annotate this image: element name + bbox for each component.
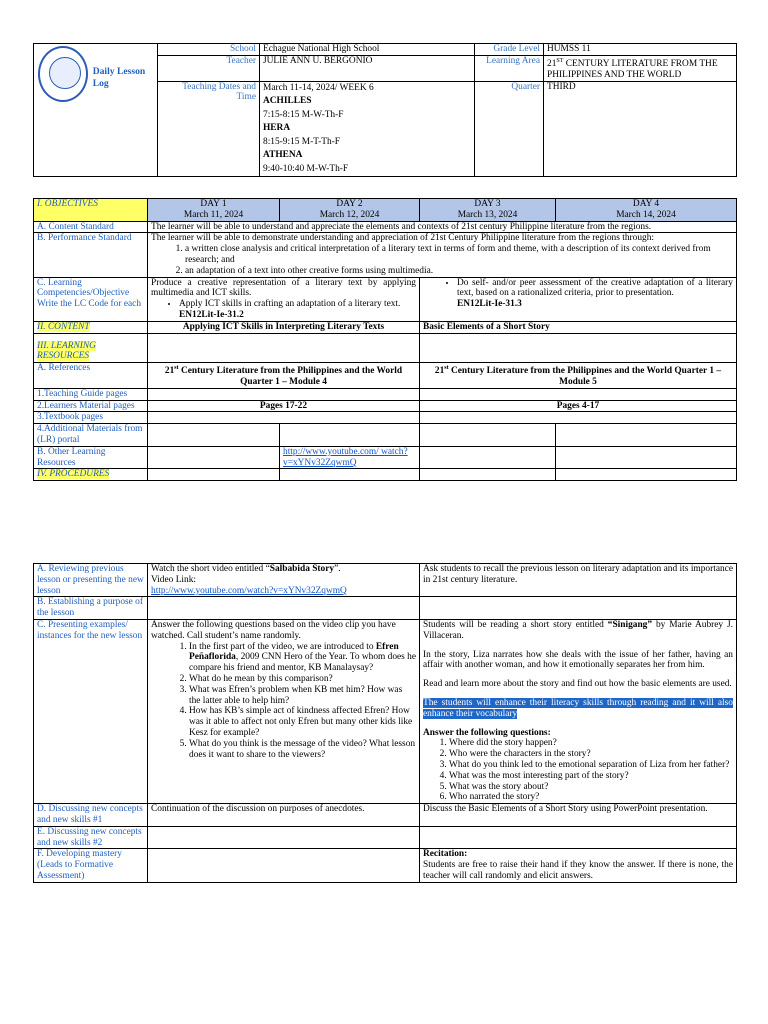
header-table — [33, 43, 737, 177]
section-time: 8:15-9:15 M-T-Th-F — [263, 136, 340, 147]
question-item: 6. Who narrated the story? — [449, 792, 733, 803]
learning-resources-heading: III. LEARNING RESOURCES — [34, 333, 148, 363]
developing-mastery-label: F. Developing mastery (Leads to Formative Assessment) — [34, 849, 148, 882]
section-name: ACHILLES — [263, 96, 312, 107]
teaching-guide-label: 1.Teaching Guide pages — [34, 388, 148, 400]
learners-material-right: Pages 4-17 — [420, 400, 737, 412]
section-name: HERA — [263, 123, 291, 134]
question-item: 1. Where did the story happen? — [449, 738, 733, 749]
learners-material-left: Pages 17-22 — [148, 400, 420, 412]
competency-left: Produce a creative representation of a literary text by applying multimedia and ICT skills. • Apply ICT skills in crafting an adaptation of a literary text. EN12Lit-Ie-31.2 — [148, 277, 420, 321]
lc-code: EN12Lit-Ie-31.2 — [179, 309, 244, 320]
learning-competencies-label: C. Learning Competencies/Objective Write the LC Code for each — [34, 277, 148, 321]
teacher-label: Teacher — [158, 55, 260, 81]
teaching-dates-value: March 11-14, 2024/ WEEK 6 ACHILLES 7:15-8:15 M-W-Th-F HERA 8:15-9:15 M-T-Th-F ATHENA 9:40-10:40 M-W-Th-F — [260, 81, 475, 177]
quarter-label: Quarter — [475, 81, 544, 177]
question-item: 2. Who were the characters in the story? — [449, 749, 733, 760]
procedures-heading: IV. PROCEDURES — [34, 469, 148, 481]
procedures-table — [33, 563, 737, 883]
question-item: 1. In the first part of the video, we are introduced to Efren Peñaflorida, 2009 CNN Hero of the Year. To whom does he compare his friend and mentor, KB Manalaysay? — [189, 642, 416, 674]
dll-title: Daily Lesson Log — [92, 66, 146, 89]
question-item: 5. What do you think is the message of the video? What lesson does it want to share to the viewers? — [189, 739, 416, 761]
presenting-examples-label: C. Presenting examples/ instances for the new lesson — [34, 619, 148, 803]
section-time: 7:15-8:15 M-W-Th-F — [263, 109, 344, 120]
developing-mastery-right: Recitation: Students are free to raise their hand if they know the answer. If there is none, the teacher will call randomly and elicit answers. — [420, 849, 737, 882]
reference-left: 21st Century Literature from the Philippines and the World Quarter 1 – Module 4 — [148, 363, 420, 389]
additional-materials-label: 4.Additional Materials from (LR) portal — [34, 424, 148, 447]
question-item: 2. What do he mean by this comparison? — [189, 674, 416, 685]
day-header: DAY 1 March 11, 2024 — [148, 199, 280, 222]
content-right: Basic Elements of a Short Story — [420, 321, 737, 333]
learners-material-label: 2.Learners Material pages — [34, 400, 148, 412]
section-name: ATHENA — [263, 150, 303, 161]
question-item: 3. What was Efren’s problem when KB met him? How was the latter able to help him? — [189, 685, 416, 707]
school-label: School — [158, 44, 260, 56]
competency-right: • Do self- and/or peer assessment of the creative adaptation of a literary text, based on a rationalized criteria, prior to presentation. EN12Lit-Ie-31.3 — [420, 277, 737, 321]
quarter-value: THIRD — [544, 81, 737, 177]
presenting-right: Students will be reading a short story entitled “Sinigang” by Marie Aubrey J. Villaceran. In the story, Liza narrates how she deals with the issue of her father, having an affair with another woman, and how it emotionally separates her from him. Read and learn more about the story and find out how the basic elements are used. The students will enhance their literacy skills through reading and it will also enhance their vocabulary Answer the following questions: 1. Where did the story happen? 2. Who were the characters in the story? 3. What do you think led to the emotional separation of Liza from her father? 4. What was the most interesting part of the story? 5. What was the story about? 6. Who narrated the story? — [420, 619, 737, 803]
purpose-label: B. Establishing a purpose of the lesson — [34, 597, 148, 620]
reviewing-label: A. Reviewing previous lesson or presenting the new lesson — [34, 564, 148, 597]
grade-level-value: HUMSS 11 — [544, 44, 737, 56]
discussing-1-label: D. Discussing new concepts and new skills #1 — [34, 804, 148, 827]
performance-item: 1. a written close analysis and critical interpretation of a literary text in terms of form and theme, with a description of its context derived from research; and — [185, 244, 733, 266]
performance-standard-label: B. Performance Standard — [34, 233, 148, 277]
textbook-label: 3.Textbook pages — [34, 412, 148, 424]
content-standard-label: A. Content Standard — [34, 221, 148, 233]
day-header: DAY 2 March 12, 2024 — [280, 199, 420, 222]
question-item: 4. What was the most interesting part of the story? — [449, 771, 733, 782]
deped-seal-logo — [38, 46, 88, 102]
performance-standard-text: The learner will be able to demonstrate understanding and appreciation of 21st Century Philippine literature from the regions through: 1. a written close analysis and critical interpretation of a literary text in terms of form and theme, with a description of its context derived from research; and 2. an adaptation of a text into other creative forms using multimedia. — [148, 233, 737, 277]
video-link[interactable]: http://www.youtube.com/watch?v=xYNv32ZqwmQ — [151, 585, 347, 596]
other-resources-label: B. Other Learning Resources — [34, 446, 148, 469]
references-label: A. References — [34, 363, 148, 389]
learning-area-value: 21ST CENTURY LITERATURE FROM THE PHILIPPINES AND THE WORLD — [544, 55, 737, 81]
youtube-link[interactable]: http://www.youtube.com/ watch?v=xYNv32ZqwmQ — [280, 446, 420, 469]
content-heading-cell: II. CONTENT — [34, 321, 148, 333]
content-standard-text: The learner will be able to understand and appreciate the elements and contexts of 21st century Philippine literature from the regions. — [148, 221, 737, 233]
teacher-value: JULIE ANN U. BERGONIO — [260, 55, 475, 81]
question-item: 4. How has KB’s simple act of kindness affected Efren? How was it able to affect not only Efren but many other kids like Kesz for example? — [189, 706, 416, 738]
lesson-plan-table — [33, 198, 737, 481]
reference-right: 21st Century Literature from the Philippines and the World Quarter 1 – Module 5 — [420, 363, 737, 389]
day-header: DAY 3 March 13, 2024 — [420, 199, 556, 222]
reviewing-left: Watch the short video entitled “Salbabida Story”. Video Link: http://www.youtube.com/watch?v=xYNv32ZqwmQ — [148, 564, 420, 597]
lc-code: EN12Lit-Ie-31.3 — [457, 299, 522, 310]
content-left: Applying ICT Skills in Interpreting Literary Texts — [148, 321, 420, 333]
discussing-2-label: E. Discussing new concepts and new skills #2 — [34, 826, 148, 849]
question-item: 3. What do you think led to the emotional separation of Liza from her father? — [449, 760, 733, 771]
performance-item: 2. an adaptation of a text into other creative forms using multimedia. — [185, 266, 733, 277]
reviewing-right: Ask students to recall the previous lesson on literary adaptation and its importance in 21st century literature. — [420, 564, 737, 597]
learning-area-label: Learning Area — [475, 55, 544, 81]
highlighted-text: The students will enhance their literacy skills through reading and it will also enhance their vocabulary — [423, 697, 733, 719]
grade-level-label: Grade Level — [475, 44, 544, 56]
discussing-1-right: Discuss the Basic Elements of a Short Story using PowerPoint presentation. — [420, 804, 737, 827]
school-value: Echague National High School — [260, 44, 475, 56]
section-time: 9:40-10:40 M-W-Th-F — [263, 163, 349, 174]
question-item: 5. What was the story about? — [449, 782, 733, 793]
objectives-heading: I. OBJECTIVES — [34, 199, 148, 222]
presenting-left: Answer the following questions based on the video clip you have watched. Call student’s name randomly. 1. In the first part of the video, we are introduced to Efren Peñaflorida, 2009 CNN Hero of the Year. To whom does he compare his friend and mentor, KB Manalaysay? 2. What do he mean by this comparison? 3. What was Efren’s problem when KB met him? How was the latter able to help him? 4. How has KB’s simple act of kindness affected Efren? How was it able to affect not only Efren but many other kids like Kesz for example? 5. What do you think is the message of the video? What lesson does it want to share to the viewers? — [148, 619, 420, 803]
discussing-1-left: Continuation of the discussion on purposes of anecdotes. — [148, 804, 420, 827]
day-header: DAY 4 March 14, 2024 — [556, 199, 737, 222]
teaching-dates-label: Teaching Dates and Time — [158, 81, 260, 177]
